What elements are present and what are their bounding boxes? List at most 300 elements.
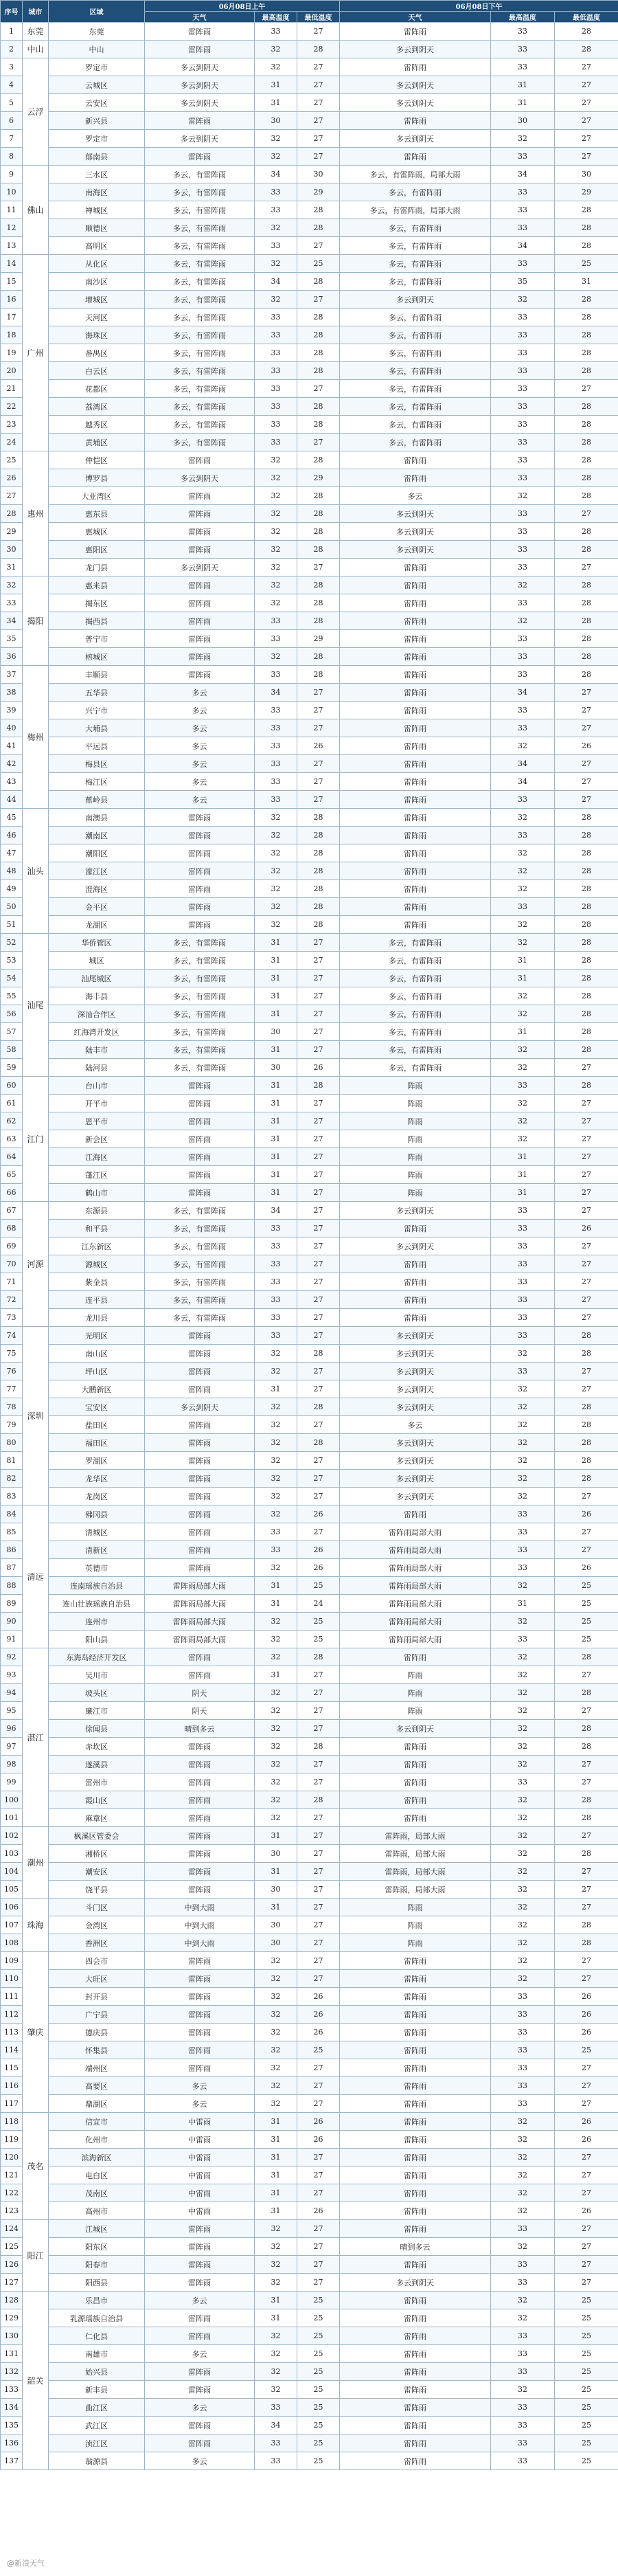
table-row (1, 166, 618, 183)
pm-weather-cell: 雷阵雨 (340, 791, 491, 809)
am-tmax-cell: 33 (255, 666, 297, 684)
pm-tmin-cell: 26 (555, 2202, 618, 2220)
pm-tmin-cell: 27 (555, 2256, 618, 2274)
pm-tmin-cell: 27 (555, 1666, 618, 1684)
index-cell: 107 (1, 1916, 23, 1934)
district-cell: 白云区 (49, 362, 145, 380)
table-row (1, 23, 618, 41)
am-tmax-cell: 32 (255, 487, 297, 505)
district-cell: 惠东县 (49, 505, 145, 523)
am-weather-cell: 多云到阴天 (145, 1398, 255, 1416)
pm-tmin-cell: 27 (555, 1881, 618, 1899)
index-cell: 35 (1, 630, 23, 648)
pm-tmin-cell: 28 (555, 1077, 618, 1095)
table-row (1, 76, 618, 94)
district-cell: 高要区 (49, 2077, 145, 2095)
index-cell: 76 (1, 1363, 23, 1380)
am-tmin-cell: 28 (297, 398, 340, 416)
pm-tmax-cell: 32 (491, 2184, 555, 2202)
district-cell: 怀集县 (49, 2041, 145, 2059)
pm-tmax-cell: 32 (491, 880, 555, 898)
am-weather-cell: 雷阵雨 (145, 148, 255, 166)
table-row (1, 1148, 618, 1166)
pm-weather-cell: 多云到阴天 (340, 1398, 491, 1416)
pm-weather-cell: 多云到阴天 (340, 505, 491, 523)
district-cell: 信宜市 (49, 2113, 145, 2131)
am-weather-cell: 雷阵雨 (145, 1773, 255, 1791)
district-cell: 光明区 (49, 1327, 145, 1345)
pm-tmin-cell: 28 (555, 469, 618, 487)
pm-weather-cell: 多云到阴天 (340, 2274, 491, 2292)
pm-tmax-cell: 30 (491, 112, 555, 130)
am-tmin-cell: 27 (297, 1130, 340, 1148)
index-cell: 137 (1, 2452, 23, 2470)
city-cell: 广州 (23, 255, 49, 451)
pm-weather-cell: 雷阵雨 (340, 2381, 491, 2399)
am-weather-cell: 多云 (145, 2095, 255, 2113)
district-cell: 深汕合作区 (49, 1005, 145, 1023)
district-cell: 开平市 (49, 1095, 145, 1112)
pm-tmin-cell: 28 (555, 416, 618, 434)
am-weather-cell: 雷阵雨 (145, 2381, 255, 2399)
index-cell: 75 (1, 1345, 23, 1363)
table-row (1, 487, 618, 505)
am-weather-cell: 雷阵雨 (145, 1434, 255, 1452)
index-cell: 71 (1, 1273, 23, 1291)
pm-weather-cell: 雷阵雨 (340, 469, 491, 487)
am-tmax-cell: 32 (255, 2345, 297, 2363)
am-tmax-cell: 31 (255, 94, 297, 112)
table-row (1, 237, 618, 255)
am-weather-cell: 雷阵雨局部大雨 (145, 1631, 255, 1648)
am-tmin-cell: 26 (297, 1541, 340, 1559)
am-tmin-cell: 26 (297, 1559, 340, 1577)
district-cell: 丰顺县 (49, 666, 145, 684)
pm-tmin-cell: 25 (555, 2309, 618, 2327)
am-weather-cell: 多云，有雷阵雨 (145, 1309, 255, 1327)
am-tmin-cell: 27 (297, 1291, 340, 1309)
district-cell: 坪山区 (49, 1363, 145, 1380)
pm-tmax-cell: 33 (491, 1309, 555, 1327)
table-row (1, 1130, 618, 1148)
table-row (1, 1720, 618, 1738)
pm-tmin-cell: 27 (555, 1309, 618, 1327)
pm-tmax-cell: 31 (491, 76, 555, 94)
pm-tmin-cell: 27 (555, 94, 618, 112)
pm-tmin-cell: 25 (555, 2417, 618, 2434)
index-cell: 49 (1, 880, 23, 898)
am-tmin-cell: 28 (297, 201, 340, 219)
am-tmin-cell: 27 (297, 2149, 340, 2166)
district-cell: 澄海区 (49, 880, 145, 898)
pm-tmax-cell: 33 (491, 2434, 555, 2452)
am-weather-cell: 多云，有雷阵雨 (145, 1023, 255, 1041)
pm-weather-cell: 雷阵雨 (340, 737, 491, 755)
am-tmax-cell: 32 (255, 576, 297, 594)
district-cell: 乳源瑶族自治县 (49, 2309, 145, 2327)
pm-tmax-cell: 32 (491, 2309, 555, 2327)
district-cell: 英德市 (49, 1559, 145, 1577)
table-row (1, 648, 618, 666)
district-cell: 东莞 (49, 23, 145, 41)
table-row (1, 541, 618, 559)
am-weather-cell: 雷阵雨 (145, 1505, 255, 1523)
pm-tmax-cell: 33 (491, 2041, 555, 2059)
table-row (1, 2149, 618, 2166)
district-cell: 高州市 (49, 2202, 145, 2220)
index-cell: 69 (1, 1237, 23, 1255)
district-cell: 封开县 (49, 1988, 145, 2006)
pm-tmin-cell: 27 (555, 1202, 618, 1220)
table-row (1, 2006, 618, 2024)
district-cell: 乐昌市 (49, 2292, 145, 2309)
pm-tmax-cell: 32 (491, 1970, 555, 1988)
district-cell: 新丰县 (49, 2381, 145, 2399)
pm-weather-cell: 阵雨 (340, 1899, 491, 1916)
index-cell: 135 (1, 2417, 23, 2434)
am-weather-cell: 雷阵雨 (145, 1130, 255, 1148)
am-weather-cell: 雷阵雨 (145, 2363, 255, 2381)
table-row (1, 1916, 618, 1934)
pm-weather-cell: 雷阵雨 (340, 112, 491, 130)
table-row (1, 2024, 618, 2041)
am-weather-cell: 雷阵雨 (145, 1809, 255, 1827)
am-tmin-cell: 28 (297, 1434, 340, 1452)
pm-tmin-cell: 28 (555, 1916, 618, 1934)
pm-tmin-cell: 27 (555, 2149, 618, 2166)
pm-tmax-cell: 31 (491, 1595, 555, 1613)
pm-tmax-cell: 32 (491, 1845, 555, 1863)
pm-tmax-cell: 35 (491, 273, 555, 291)
pm-tmin-cell: 28 (555, 541, 618, 559)
am-weather-cell: 雷阵雨 (145, 1523, 255, 1541)
am-tmin-cell: 27 (297, 719, 340, 737)
table-row (1, 2274, 618, 2292)
pm-weather-cell: 多云，有雷阵雨 (340, 1023, 491, 1041)
header-pm-tmax: 最高温度 (491, 12, 555, 23)
pm-tmin-cell: 26 (555, 737, 618, 755)
pm-weather-cell: 阵雨 (340, 1095, 491, 1112)
pm-weather-cell: 多云 (340, 487, 491, 505)
table-row (1, 2292, 618, 2309)
district-cell: 霞山区 (49, 1791, 145, 1809)
am-weather-cell: 多云，有雷阵雨 (145, 1273, 255, 1291)
district-cell: 紫金县 (49, 1273, 145, 1291)
district-cell: 枫溪区管委会 (49, 1827, 145, 1845)
am-tmax-cell: 32 (255, 469, 297, 487)
index-cell: 133 (1, 2381, 23, 2399)
am-weather-cell: 雷阵雨 (145, 1095, 255, 1112)
district-cell: 罗定市 (49, 58, 145, 76)
district-cell: 恩平市 (49, 1112, 145, 1130)
index-cell: 103 (1, 1845, 23, 1863)
pm-tmin-cell: 25 (555, 1613, 618, 1631)
district-cell: 金湾区 (49, 1916, 145, 1934)
am-tmax-cell: 31 (255, 2166, 297, 2184)
district-cell: 陆河县 (49, 1059, 145, 1077)
pm-tmin-cell: 25 (555, 2292, 618, 2309)
table-row (1, 1470, 618, 1488)
pm-tmin-cell: 27 (555, 1112, 618, 1130)
index-cell: 105 (1, 1881, 23, 1899)
am-tmax-cell: 30 (255, 1059, 297, 1077)
am-weather-cell: 多云，有雷阵雨 (145, 344, 255, 362)
am-tmax-cell: 33 (255, 2434, 297, 2452)
city-cell: 揭阳 (23, 576, 49, 666)
am-tmin-cell: 27 (297, 1023, 340, 1041)
am-tmin-cell: 25 (297, 2327, 340, 2345)
pm-tmin-cell: 28 (555, 219, 618, 237)
pm-tmax-cell: 33 (491, 344, 555, 362)
table-header (1, 1, 618, 23)
index-cell: 21 (1, 380, 23, 398)
index-cell: 27 (1, 487, 23, 505)
index-cell: 43 (1, 773, 23, 791)
am-tmin-cell: 28 (297, 505, 340, 523)
index-cell: 8 (1, 148, 23, 166)
am-tmax-cell: 32 (255, 291, 297, 309)
pm-weather-cell: 雷阵雨 (340, 2363, 491, 2381)
index-cell: 122 (1, 2184, 23, 2202)
am-tmin-cell: 27 (297, 1970, 340, 1988)
am-tmin-cell: 29 (297, 469, 340, 487)
index-cell: 125 (1, 2238, 23, 2256)
am-weather-cell: 雷阵雨 (145, 1863, 255, 1881)
pm-tmin-cell: 28 (555, 630, 618, 648)
am-tmin-cell: 27 (297, 1237, 340, 1255)
am-tmin-cell: 27 (297, 773, 340, 791)
pm-tmax-cell: 33 (491, 2095, 555, 2113)
table-row (1, 273, 618, 291)
pm-tmin-cell: 28 (555, 916, 618, 934)
table-row (1, 1684, 618, 1702)
am-tmin-cell: 25 (297, 2292, 340, 2309)
am-tmin-cell: 27 (297, 1684, 340, 1702)
table-row (1, 398, 618, 416)
am-tmax-cell: 31 (255, 1041, 297, 1059)
pm-tmax-cell: 34 (491, 684, 555, 702)
table-row (1, 2434, 618, 2452)
district-cell: 潮南区 (49, 827, 145, 844)
pm-tmax-cell: 31 (491, 1148, 555, 1166)
am-tmin-cell: 28 (297, 487, 340, 505)
table-row (1, 1559, 618, 1577)
index-cell: 11 (1, 201, 23, 219)
index-cell: 50 (1, 898, 23, 916)
pm-weather-cell: 晴到多云 (340, 2238, 491, 2256)
pm-weather-cell: 多云到阴天 (340, 1720, 491, 1738)
district-cell: 江海区 (49, 1148, 145, 1166)
am-tmax-cell: 33 (255, 612, 297, 630)
district-cell: 连南瑶族自治县 (49, 1577, 145, 1595)
pm-weather-cell: 多云到阴天 (340, 130, 491, 148)
am-weather-cell: 雷阵雨 (145, 1166, 255, 1184)
table-row (1, 1184, 618, 1202)
am-tmax-cell: 31 (255, 1148, 297, 1166)
table-row (1, 1523, 618, 1541)
am-tmin-cell: 26 (297, 2131, 340, 2149)
am-weather-cell: 雷阵雨 (145, 41, 255, 58)
am-weather-cell: 雷阵雨 (145, 2024, 255, 2041)
am-tmax-cell: 31 (255, 76, 297, 94)
am-tmax-cell: 31 (255, 2184, 297, 2202)
district-cell: 海丰县 (49, 987, 145, 1005)
table-row (1, 862, 618, 880)
am-weather-cell: 多云，有雷阵雨 (145, 952, 255, 970)
table-row (1, 1666, 618, 1684)
am-tmax-cell: 32 (255, 1756, 297, 1773)
index-cell: 53 (1, 952, 23, 970)
pm-tmin-cell: 27 (555, 1363, 618, 1380)
am-tmax-cell: 32 (255, 1631, 297, 1648)
pm-tmin-cell: 26 (555, 1220, 618, 1237)
pm-weather-cell: 雷阵雨 (340, 2309, 491, 2327)
table-row (1, 809, 618, 827)
pm-tmin-cell: 27 (555, 380, 618, 398)
district-cell: 惠来县 (49, 576, 145, 594)
table-row (1, 434, 618, 451)
table-row (1, 916, 618, 934)
pm-tmin-cell: 26 (555, 1505, 618, 1523)
pm-weather-cell: 多云到阴天 (340, 523, 491, 541)
am-tmin-cell: 25 (297, 2452, 340, 2470)
pm-tmax-cell: 33 (491, 791, 555, 809)
header-am-tmax: 最高温度 (255, 12, 297, 23)
am-weather-cell: 雷阵雨 (145, 898, 255, 916)
am-tmin-cell: 27 (297, 291, 340, 309)
pm-tmax-cell: 33 (491, 326, 555, 344)
district-cell: 广宁县 (49, 2006, 145, 2024)
pm-tmin-cell: 28 (555, 1345, 618, 1363)
am-tmax-cell: 33 (255, 1220, 297, 1237)
am-weather-cell: 雷阵雨 (145, 1666, 255, 1684)
am-weather-cell: 多云 (145, 719, 255, 737)
index-cell: 66 (1, 1184, 23, 1202)
pm-weather-cell: 雷阵雨，局部大雨 (340, 1881, 491, 1899)
header-index: 序号 (1, 1, 23, 23)
am-tmin-cell: 27 (297, 58, 340, 76)
pm-weather-cell: 多云到阴天 (340, 1488, 491, 1505)
district-cell: 罗定市 (49, 130, 145, 148)
district-cell: 华侨管区 (49, 934, 145, 952)
am-tmax-cell: 34 (255, 2417, 297, 2434)
index-cell: 87 (1, 1559, 23, 1577)
am-tmax-cell: 31 (255, 1863, 297, 1881)
table-row (1, 2095, 618, 2113)
am-tmin-cell: 28 (297, 344, 340, 362)
district-cell: 清新区 (49, 1541, 145, 1559)
am-weather-cell: 多云 (145, 755, 255, 773)
district-cell: 汕尾城区 (49, 970, 145, 987)
am-tmax-cell: 32 (255, 2238, 297, 2256)
district-cell: 中山 (49, 41, 145, 58)
am-weather-cell: 雷阵雨 (145, 2006, 255, 2024)
am-weather-cell: 雷阵雨 (145, 2417, 255, 2434)
index-cell: 127 (1, 2274, 23, 2292)
pm-weather-cell: 雷阵雨 (340, 2077, 491, 2095)
am-tmin-cell: 27 (297, 1095, 340, 1112)
pm-tmin-cell: 28 (555, 970, 618, 987)
pm-tmin-cell: 27 (555, 2220, 618, 2238)
am-weather-cell: 多云，有雷阵雨 (145, 183, 255, 201)
table-row (1, 594, 618, 612)
index-cell: 81 (1, 1452, 23, 1470)
am-tmin-cell: 27 (297, 237, 340, 255)
index-cell: 61 (1, 1095, 23, 1112)
index-cell: 58 (1, 1041, 23, 1059)
am-tmin-cell: 27 (297, 1470, 340, 1488)
am-tmin-cell: 28 (297, 576, 340, 594)
am-tmin-cell: 27 (297, 1327, 340, 1345)
index-cell: 131 (1, 2345, 23, 2363)
pm-tmin-cell: 28 (555, 41, 618, 58)
am-tmin-cell: 28 (297, 523, 340, 541)
pm-tmin-cell: 28 (555, 844, 618, 862)
district-cell: 番禺区 (49, 344, 145, 362)
district-cell: 福田区 (49, 1434, 145, 1452)
district-cell: 大埔县 (49, 719, 145, 737)
am-tmin-cell: 25 (297, 2041, 340, 2059)
header-district: 区域 (49, 1, 145, 23)
table-row (1, 1702, 618, 1720)
am-tmax-cell: 32 (255, 1363, 297, 1380)
pm-tmax-cell: 32 (491, 1934, 555, 1952)
pm-weather-cell: 雷阵雨 (340, 1773, 491, 1791)
am-tmax-cell: 30 (255, 1881, 297, 1899)
am-tmax-cell: 32 (255, 2256, 297, 2274)
index-cell: 84 (1, 1505, 23, 1523)
am-tmax-cell: 32 (255, 148, 297, 166)
am-tmax-cell: 32 (255, 1470, 297, 1488)
am-tmin-cell: 28 (297, 1791, 340, 1809)
district-cell: 荔湾区 (49, 398, 145, 416)
pm-tmin-cell: 27 (555, 773, 618, 791)
index-cell: 19 (1, 344, 23, 362)
table-row (1, 2452, 618, 2470)
index-cell: 136 (1, 2434, 23, 2452)
index-cell: 82 (1, 1470, 23, 1488)
am-tmax-cell: 31 (255, 2113, 297, 2131)
pm-weather-cell: 雷阵雨 (340, 451, 491, 469)
pm-tmax-cell: 33 (491, 2363, 555, 2381)
am-weather-cell: 雷阵雨 (145, 1881, 255, 1899)
table-row (1, 1970, 618, 1988)
district-cell: 云安区 (49, 94, 145, 112)
pm-weather-cell: 雷阵雨 (340, 148, 491, 166)
am-tmax-cell: 32 (255, 219, 297, 237)
am-weather-cell: 雷阵雨 (145, 2220, 255, 2238)
district-cell: 斗门区 (49, 1899, 145, 1916)
district-cell: 盐田区 (49, 1416, 145, 1434)
district-cell: 清城区 (49, 1523, 145, 1541)
pm-weather-cell: 阵雨 (340, 1702, 491, 1720)
am-weather-cell: 多云，有雷阵雨 (145, 1041, 255, 1059)
district-cell: 始兴县 (49, 2363, 145, 2381)
am-tmax-cell: 32 (255, 1345, 297, 1363)
am-tmin-cell: 25 (297, 1613, 340, 1631)
am-tmax-cell: 33 (255, 380, 297, 398)
table-row (1, 58, 618, 76)
pm-tmin-cell: 28 (555, 1041, 618, 1059)
index-cell: 6 (1, 112, 23, 130)
pm-weather-cell: 阵雨 (340, 1684, 491, 1702)
table-row (1, 41, 618, 58)
pm-weather-cell: 阵雨 (340, 1184, 491, 1202)
index-cell: 129 (1, 2309, 23, 2327)
pm-tmax-cell: 32 (491, 1488, 555, 1505)
pm-weather-cell: 阵雨 (340, 1130, 491, 1148)
pm-tmin-cell: 25 (555, 1631, 618, 1648)
